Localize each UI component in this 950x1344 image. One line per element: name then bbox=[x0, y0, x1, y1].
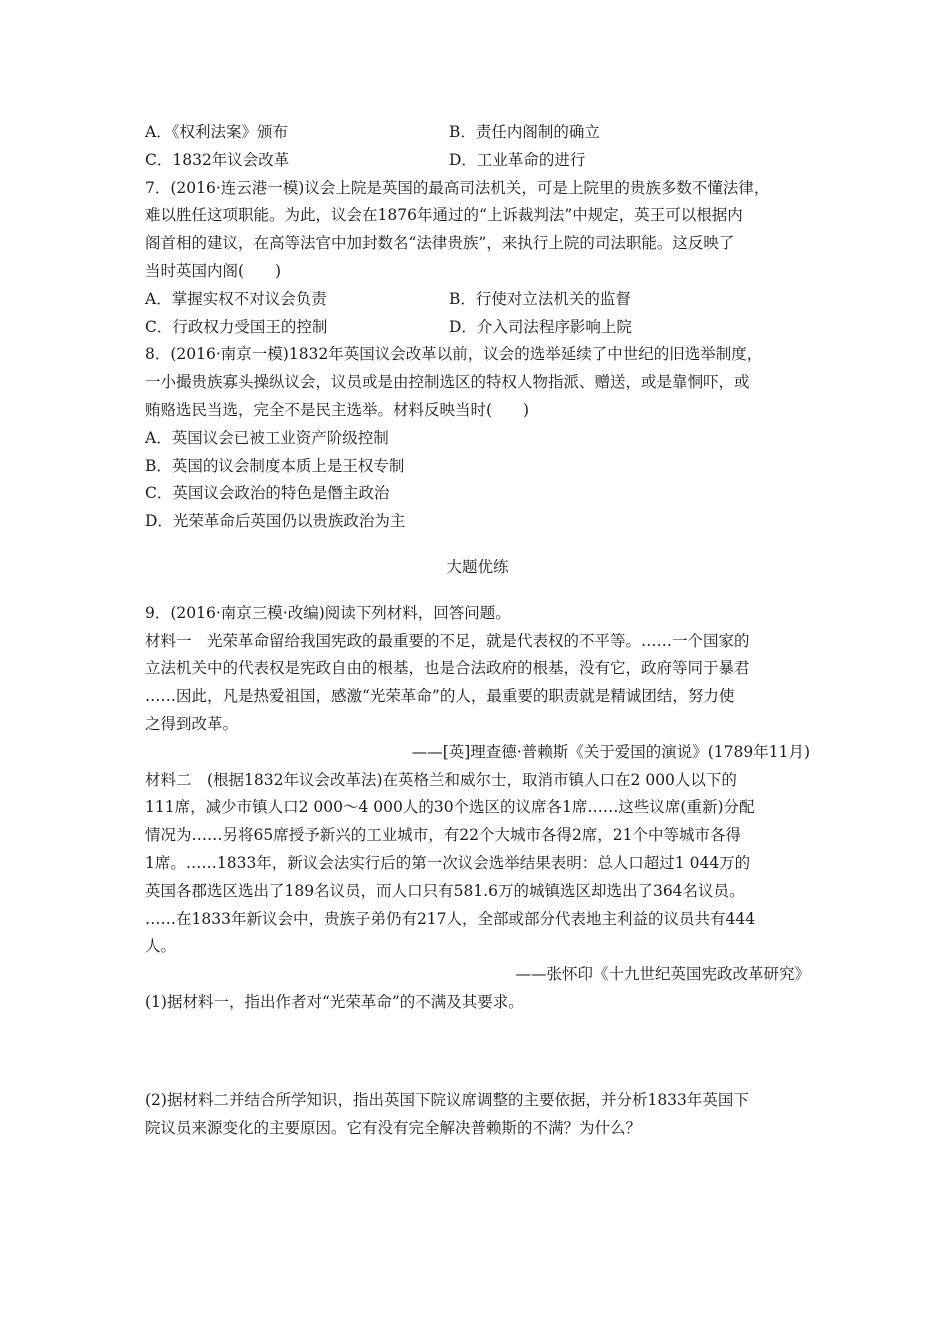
material-2-line-2: 111席，减少市镇人口2 000～4 000人的30个选区的议席各1席……这些议席(重新)分配 bbox=[145, 798, 755, 817]
material-2-line-4: 1席。……1833年，新议会法实行后的第一次议会选举结果表明：总人口超过1 044万的 bbox=[145, 853, 751, 872]
q8-line-2: 一小撮贵族寡头操纵议会，议员或是由控制选区的特权人物指派、赠送，或是靠恫吓，或 bbox=[145, 373, 750, 392]
material-2-line-1: 材料二 (根据1832年议会改革法)在英格兰和威尔士，取消市镇人口在2 000人以下的 bbox=[145, 770, 737, 789]
material-2-line-7: 人。 bbox=[145, 937, 177, 956]
material-1-line-4: 之得到改革。 bbox=[145, 714, 239, 733]
q8-option-a: A．英国议会已被工业资产阶级控制 bbox=[145, 428, 389, 447]
q7-options-row-2 bbox=[145, 314, 810, 342]
sub-question-2-line-1: (2)据材料二并结合所学知识，指出英国下院议席调整的主要依据，并分析1833年英国下 bbox=[145, 1090, 749, 1109]
q6-option-d: D．工业革命的进行 bbox=[449, 150, 586, 169]
material-1-line-3: ……因此，凡是热爱祖国，感激“光荣革命”的人，最重要的职责就是精诚团结，努力使 bbox=[145, 687, 735, 706]
q8-option-d: D．光荣革命后英国仍以贵族政治为主 bbox=[145, 512, 406, 531]
answer-space-1 bbox=[145, 1017, 810, 1087]
q7-options-row-1 bbox=[145, 286, 810, 314]
sub-question-2-line-2: 院议员来源变化的主要原因。它有没有完全解决普赖斯的不满？为什么？ bbox=[145, 1118, 642, 1137]
q8-option-c: C．英国议会政治的特色是僭主政治 bbox=[145, 484, 390, 503]
q8-option-b: B．英国的议会制度本质上是王权专制 bbox=[145, 456, 405, 475]
q8-line-1: 8．(2016·南京一模)1832年英国议会改革以前，议会的选举延续了中世纪的旧选举制度， bbox=[145, 345, 763, 364]
material-2-line-5: 英国各郡选区选出了189名议员，而人口只有581.6万的城镇选区却选出了364名议员。 bbox=[145, 881, 745, 900]
section-title: 大题优练 bbox=[446, 557, 509, 576]
material-2-source: ——张怀印《十九世纪英国宪政改革研究》 bbox=[515, 965, 810, 984]
material-1 bbox=[145, 628, 810, 739]
material-2-line-6: ……在1833年新议会中，贵族子弟仍有217人，全部或部分代表地主利益的议员共有444 bbox=[145, 909, 756, 928]
sub-question-1: (1)据材料一，指出作者对“光荣革命”的不满及其要求。 bbox=[145, 992, 524, 1011]
document-content bbox=[145, 119, 810, 1142]
question-9 bbox=[145, 600, 810, 1143]
q6-option-a: A．《权利法案》颁布 bbox=[145, 123, 288, 141]
sub-question-2 bbox=[145, 1087, 810, 1143]
q8-line-3: 贿赂选民当选，完全不是民主选举。材料反映当时( ) bbox=[145, 400, 530, 419]
q6-option-b: B．责任内阁制的确立 bbox=[449, 123, 600, 141]
q6-options-row-1 bbox=[145, 119, 810, 147]
q7-option-a: A．掌握实权不对议会负责 bbox=[145, 289, 327, 308]
question-7 bbox=[145, 175, 810, 342]
q6-options-row-2 bbox=[145, 147, 810, 175]
material-1-line-1: 材料一 光荣革命留给我国宪政的最重要的不足，就是代表权的不平等。……一个国家的 bbox=[145, 631, 750, 650]
q7-line-3: 阁首相的建议，在高等法官中加封数名“法律贵族”，来执行上院的司法职能。这反映了 bbox=[145, 234, 735, 253]
question-8 bbox=[145, 341, 810, 536]
material-1-source: ——[英]理查德·普赖斯《关于爱国的演说》(1789年11月) bbox=[411, 742, 810, 761]
q7-option-b: B．行使对立法机关的监督 bbox=[449, 289, 631, 308]
q9-stem: 9．(2016·南京三模·改编)阅读下列材料，回答问题。 bbox=[145, 603, 511, 622]
material-2-line-3: 情况为……另将65席授予新兴的工业城市，有22个大城市各得2席，21个中等城市各得 bbox=[145, 826, 742, 845]
q7-line-4: 当时英国内阁( ) bbox=[145, 261, 282, 280]
material-2 bbox=[145, 767, 810, 962]
q6-option-c: C．1832年议会改革 bbox=[145, 150, 290, 169]
q7-line-1: 7．(2016·连云港一模)议会上院是英国的最高司法机关，可是上院里的贵族多数不懂法律， bbox=[145, 178, 770, 197]
q7-option-d: D．介入司法程序影响上院 bbox=[449, 317, 632, 336]
q7-line-2: 难以胜任这项职能。为此，议会在1876年通过的“上诉裁判法”中规定，英王可以根据内 bbox=[145, 206, 743, 225]
q7-option-c: C．行政权力受国王的控制 bbox=[145, 317, 328, 336]
material-1-line-2: 立法机关中的代表权是宪政自由的根基，也是合法政府的根基，没有它，政府等同于暴君 bbox=[145, 659, 750, 678]
